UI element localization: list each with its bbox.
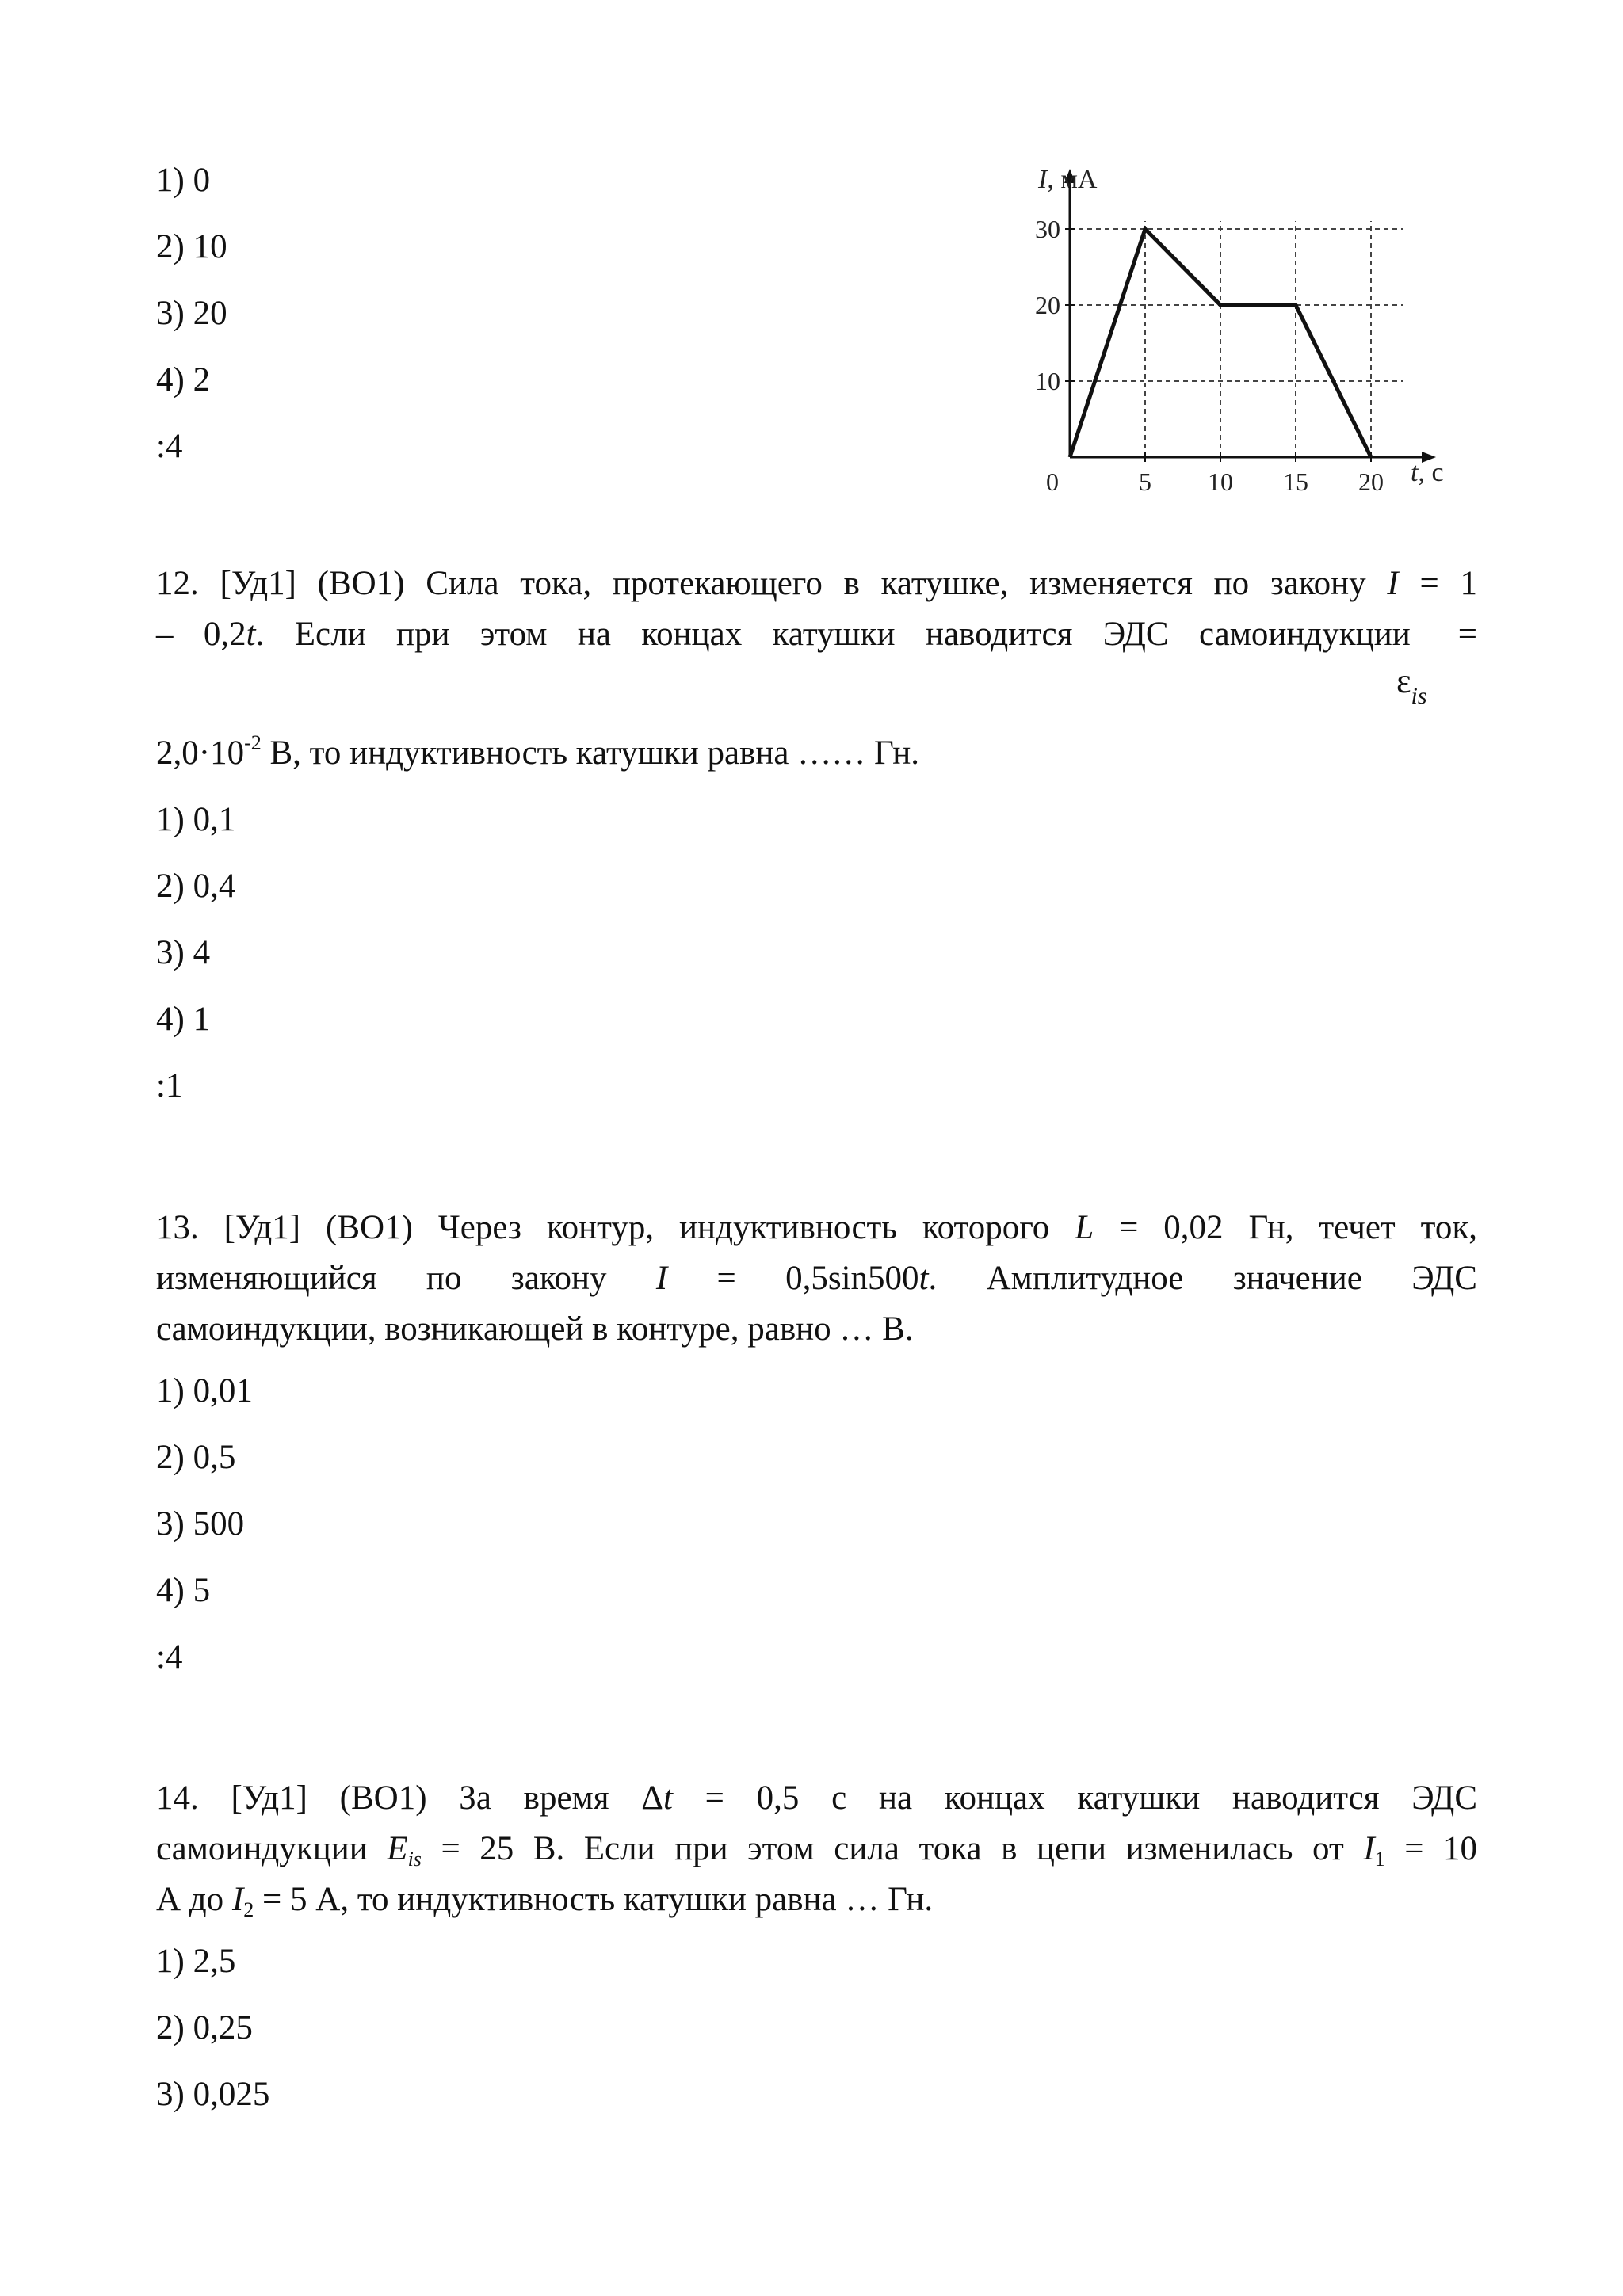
q13-text	[156, 1203, 1477, 1355]
q12-var-t: t	[246, 616, 256, 653]
q12-text	[156, 559, 1477, 660]
q14-var-e: E	[387, 1830, 408, 1867]
q12-equals: =	[1457, 616, 1477, 653]
q13-var-l: L	[1075, 1209, 1094, 1246]
chart-axes	[1064, 169, 1436, 463]
q13-option-4: 4) 5	[156, 1572, 211, 1609]
x-tick-label-3: 15	[1283, 467, 1308, 496]
q14-line1-pre: 14. [Уд1] (ВО1) За время Δ	[156, 1779, 663, 1817]
q14-line3-post: = 5 А, то индуктивность катушки равна … Гн.	[254, 1881, 934, 1918]
q12-option-1: 1) 0,1	[156, 801, 236, 838]
q13-line1-post: = 0,02 Гн, течет ток,	[1094, 1209, 1477, 1246]
q14-var-i1: I	[1363, 1830, 1375, 1867]
q14-line2-mid: = 25 В. Если при этом сила тока в цепи изменилась от	[421, 1830, 1364, 1867]
q11-option-2: 2) 10	[156, 228, 227, 265]
q13-line2-pre: изменяющийся по закону	[156, 1260, 656, 1297]
q14-var-t: t	[663, 1779, 673, 1817]
q12-answer: :1	[156, 1067, 183, 1104]
q13-option-2: 2) 0,5	[156, 1439, 236, 1476]
q14-option-1: 1) 2,5	[156, 1943, 236, 1980]
chart-x-label: t, с	[1411, 458, 1444, 487]
q13-var-i: I	[655, 1260, 668, 1297]
q13-option-3: 3) 500	[156, 1505, 245, 1543]
q14-sub-1: 1	[1374, 1848, 1385, 1871]
q12-line2-post: . Если при этом на концах катушки наводится ЭДС самоиндукции	[255, 616, 1411, 653]
chart-y-label: I, мА	[1038, 165, 1098, 194]
y-tick-label-0: 10	[1035, 367, 1060, 395]
q11-answer: :4	[156, 428, 183, 465]
q12-exponent: -2	[244, 731, 262, 754]
q14-text	[156, 1773, 1477, 1925]
q12-line3-post: В, то индуктивность катушки равна …… Гн.	[261, 734, 919, 772]
q14-line2-post: = 10	[1384, 1830, 1477, 1867]
current-time-chart	[1030, 162, 1474, 503]
q12-option-3: 3) 4	[156, 934, 211, 971]
q13-line2-mid: = 0,5sin500	[667, 1260, 919, 1297]
x-tick-label-0: 0	[1046, 467, 1059, 496]
q14-option-3: 3) 0,025	[156, 2076, 270, 2113]
q11-option-3: 3) 20	[156, 295, 227, 332]
q12-line2-pre: – 0,2	[156, 616, 246, 653]
q13-line1-pre: 13. [Уд1] (ВО1) Через контур, индуктивность которого	[156, 1209, 1075, 1246]
q12-line1-text: 12. [Уд1] (ВО1) Сила тока, протекающего в катушке, изменяется по закону	[156, 565, 1388, 602]
y-tick-label-2: 30	[1035, 215, 1060, 243]
q14-line1-post: = 0,5 с на концах катушки наводится ЭДС	[672, 1779, 1477, 1817]
q14-option-2: 2) 0,25	[156, 2009, 253, 2046]
q12-line1-post: = 1	[1398, 565, 1477, 602]
q13-option-1: 1) 0,01	[156, 1372, 253, 1409]
chart-ticks	[1035, 215, 1384, 496]
epsilon-symbol: ε	[1396, 662, 1411, 700]
q14-line2-pre: самоиндукции	[156, 1830, 388, 1867]
q11-option-4: 4) 2	[156, 361, 211, 399]
q12-option-2: 2) 0,4	[156, 868, 236, 905]
epsilon-subscript: is	[1411, 683, 1427, 709]
q14-line3-pre: А до	[156, 1881, 232, 1918]
q14-var-i2: I	[231, 1881, 244, 1918]
q13-line2-post: . Амплитудное значение ЭДС	[928, 1260, 1477, 1297]
y-tick-label-1: 20	[1035, 291, 1060, 319]
q12-emf-symbol	[1396, 662, 1427, 709]
x-tick-label-2: 10	[1208, 467, 1233, 496]
q14-sub-is: is	[407, 1848, 422, 1871]
x-tick-label-1: 5	[1139, 467, 1151, 496]
q12-var-i: I	[1387, 565, 1399, 602]
q13-line3: самоиндукции, возникающей в контуре, равно … В.	[156, 1310, 914, 1348]
q12-line3-pre: 2,0·10	[156, 734, 245, 772]
q14-sub-2: 2	[243, 1898, 254, 1921]
q13-var-t: t	[918, 1260, 929, 1297]
x-tick-label-4: 20	[1358, 467, 1384, 496]
q12-option-4: 4) 1	[156, 1001, 211, 1038]
q11-option-1: 1) 0	[156, 162, 211, 199]
q12-line3	[156, 731, 919, 772]
q13-answer: :4	[156, 1638, 183, 1676]
